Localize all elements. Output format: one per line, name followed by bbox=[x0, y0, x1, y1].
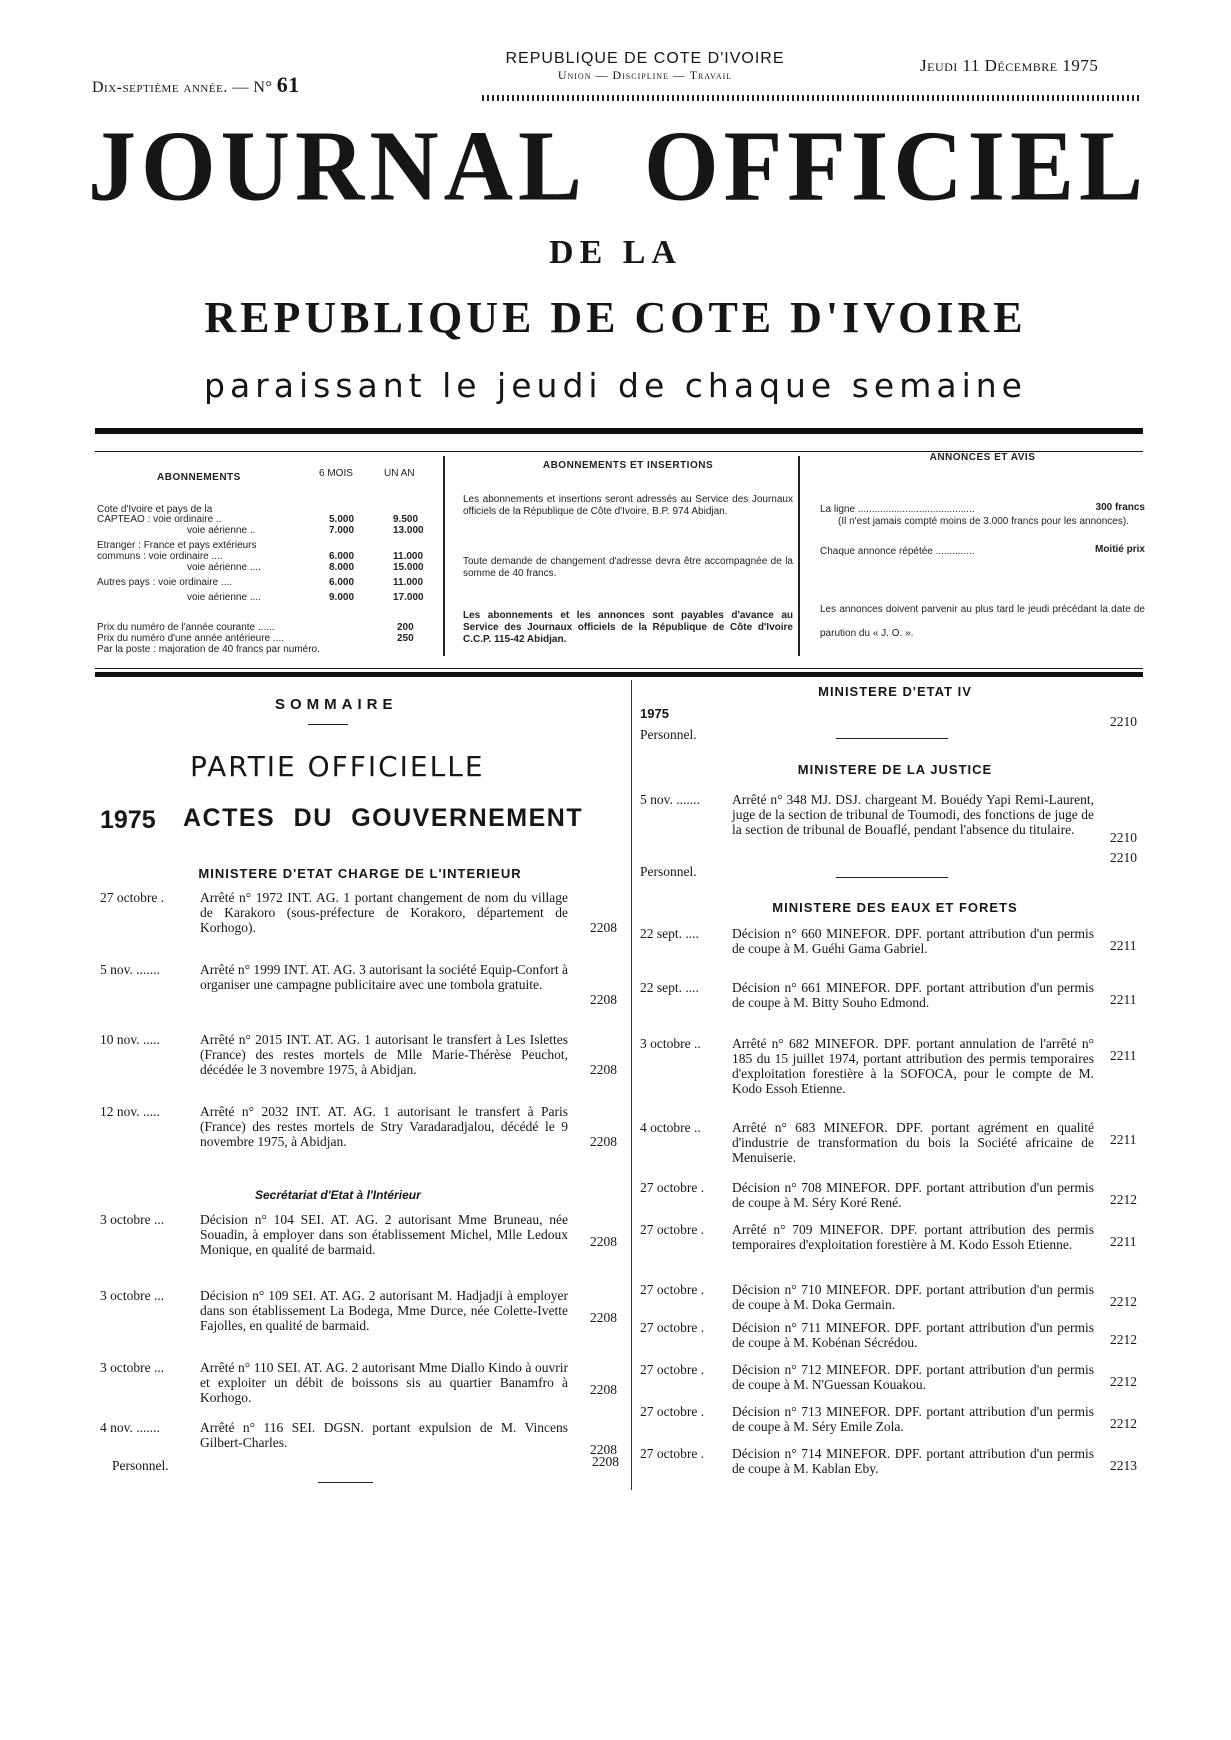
subs-head-6mois: 6 MOIS bbox=[319, 468, 353, 479]
ministry-etat-iv: MINISTERE D'ETAT IV bbox=[818, 684, 972, 699]
entry-page: 2213 bbox=[1110, 1458, 1137, 1473]
ministry-eaux-forets: MINISTERE DES EAUX ET FORETS bbox=[772, 900, 1018, 915]
subs-price-older-label: Prix du numéro d'une année antérieure .... bbox=[97, 633, 285, 644]
subs-rate-label: voie aérienne .... bbox=[187, 592, 261, 603]
entry-date: 27 octobre . bbox=[640, 1362, 705, 1377]
right-rule-2 bbox=[836, 877, 948, 878]
actes-title: ACTES DU GOUVERNEMENT bbox=[183, 804, 584, 832]
entry-date: 27 octobre . bbox=[640, 1282, 705, 1297]
subs-rate-label: Autres pays : voie ordinaire .... bbox=[97, 577, 233, 588]
subscriptions-insertions bbox=[463, 460, 793, 660]
subs-rate-row bbox=[97, 577, 437, 589]
entry-date: 27 octobre . bbox=[640, 1222, 705, 1237]
annonces-repeat-price: Moitié prix bbox=[1094, 544, 1145, 555]
subs-rate-6mois: 7.000 bbox=[329, 525, 355, 536]
annonces-line-price: 300 francs bbox=[1095, 502, 1145, 513]
subs-rate-unan: 15.000 bbox=[393, 562, 424, 573]
entry-page: 2208 bbox=[590, 1442, 617, 1457]
insertions-p2: Toute demande de changement d'adresse devra être accompagnée de la somme de 40 francs. bbox=[463, 556, 793, 579]
subs-rate-unan: 17.000 bbox=[393, 592, 424, 603]
entry-date: 27 octobre . bbox=[100, 890, 165, 905]
subs-rate-6mois: 6.000 bbox=[329, 551, 355, 562]
secretariat-title: Secrétariat d'Etat à l'Intérieur bbox=[255, 1188, 421, 1202]
subs-rate-unan: 11.000 bbox=[393, 551, 424, 562]
subs-rate-6mois: 9.000 bbox=[329, 592, 355, 603]
entry-date: 10 nov. ..... bbox=[100, 1032, 160, 1047]
entry-page: 2210 bbox=[1110, 830, 1137, 845]
entry-date: 3 octobre ... bbox=[100, 1360, 165, 1375]
entry-page: 2208 bbox=[590, 1382, 617, 1397]
entry-date: 3 octobre ... bbox=[100, 1212, 165, 1227]
entry-text: Décision n° 714 MINEFOR. DPF. portant attribution d'un permis de coupe à M. Kablan Eby. bbox=[732, 1446, 1094, 1476]
entry-date: 27 octobre . bbox=[640, 1180, 705, 1195]
entry-date: 3 octobre ... bbox=[100, 1288, 165, 1303]
header-motto: Union — Discipline — Travail bbox=[557, 68, 733, 82]
entry-text: Arrêté n° 2032 INT. AT. AG. 1 autorisant le transfert à Paris (France) des restes mortels de Stry Varadaradjalou, décédé le 9 novembre 1975, à Abidjan. bbox=[200, 1104, 568, 1149]
entry-page: 2212 bbox=[1110, 1374, 1137, 1389]
subs-rate-label: voie aérienne .... bbox=[187, 562, 261, 573]
entry-page: 2208 bbox=[590, 1234, 617, 1249]
entry-date: 27 octobre . bbox=[640, 1320, 705, 1335]
subs-rate-label: communs : voie ordinaire .... bbox=[97, 551, 223, 562]
insertions-p3: Les abonnements et les annonces sont payables d'avance au Service des Journaux officiels de la République de Côte d'Ivoire C.C.P. 115-42 Abidjan. bbox=[463, 610, 793, 645]
right-personnel-1-page: 2210 bbox=[1110, 714, 1137, 729]
subs-rate-row bbox=[97, 525, 437, 537]
subs-divider-1 bbox=[443, 456, 445, 656]
subs-rate-label: CAPTEAO : voie ordinaire .. bbox=[97, 514, 222, 525]
annonces-repeat-label: Chaque annonce répétée .............. bbox=[820, 546, 975, 557]
rule-bottom-subscriptions-thin bbox=[95, 668, 1143, 669]
entry-date: 4 nov. ....... bbox=[100, 1420, 160, 1435]
entry-page: 2208 bbox=[590, 1310, 617, 1325]
issue-date: Jeudi 11 Décembre 1975 bbox=[920, 56, 1099, 75]
right-personnel-2-page: 2210 bbox=[1110, 850, 1137, 865]
subs-rate-row bbox=[97, 592, 437, 604]
year-right: 1975 bbox=[640, 706, 669, 721]
entry-date: 22 sept. .... bbox=[640, 980, 699, 995]
subs-rate-6mois: 5.000 bbox=[329, 514, 355, 525]
column-divider bbox=[631, 680, 632, 1490]
ministry-interior: MINISTERE D'ETAT CHARGE DE L'INTERIEUR bbox=[198, 866, 522, 881]
entry-page: 2211 bbox=[1110, 1132, 1137, 1147]
entry-text: Arrêté n° 709 MINEFOR. DPF. portant attribution des permis temporaires d'exploitation forestière à M. Kodo Essoh Etienne. bbox=[732, 1222, 1094, 1252]
entry-text: Décision n° 713 MINEFOR. DPF. portant attribution d'un permis de coupe à M. Séry Emile Zola. bbox=[732, 1404, 1094, 1434]
entry-text: Arrêté n° 682 MINEFOR. DPF. portant annulation de l'arrêté n° 185 du 15 juillet 1974, portant attribution des permis temporaires d'exploitation forestière à la SOFOCA, pour le compte de M. Kodo Essoh Etienne. bbox=[732, 1036, 1094, 1096]
entry-date: 27 octobre . bbox=[640, 1446, 705, 1461]
annonces-note: (Il n'est jamais compté moins de 3.000 francs pour les annonces). bbox=[838, 516, 1129, 527]
subs-rate-row bbox=[97, 562, 437, 574]
masthead-de-la: DE LA bbox=[549, 234, 682, 271]
masthead-frequency: paraissant le jeudi de chaque semaine bbox=[204, 366, 1027, 405]
entry-text: Décision n° 710 MINEFOR. DPF. portant attribution d'un permis de coupe à M. Doka Germain. bbox=[732, 1282, 1094, 1312]
left-personnel-page: 2208 bbox=[592, 1454, 619, 1469]
entry-date: 12 nov. ..... bbox=[100, 1104, 160, 1119]
insertions-p1: Les abonnements et insertions seront adressés au Service des Journaux officiels de la République de Côte d'Ivoire, B.P. 974 Abidjan. bbox=[463, 494, 793, 517]
annonces-deadline: Les annonces doivent parvenir au plus tard le jeudi précédant la date de parution du « J. O. ». bbox=[820, 604, 1145, 639]
entry-text: Décision n° 660 MINEFOR. DPF. portant attribution d'un permis de coupe à M. Guéhi Gama Gabriel. bbox=[732, 926, 1094, 956]
entry-page: 2208 bbox=[590, 992, 617, 1007]
subs-divider-2 bbox=[798, 456, 800, 656]
entry-date: 27 octobre . bbox=[640, 1404, 705, 1419]
partie-officielle: PARTIE OFFICIELLE bbox=[190, 750, 485, 783]
sommaire-title: SOMMAIRE bbox=[275, 696, 398, 713]
subs-rate-unan: 13.000 bbox=[393, 525, 424, 536]
right-personnel-2: Personnel. bbox=[640, 864, 697, 879]
subs-post-note: Par la poste : majoration de 40 francs par numéro. bbox=[97, 644, 320, 655]
entry-page: 2211 bbox=[1110, 992, 1137, 1007]
entry-text: Décision n° 104 SEI. AT. AG. 2 autorisant Mme Bruneau, née Souadin, à employer dans son établissement Michel, Mlle Ledoux Monique, en qualité de barmaid. bbox=[200, 1212, 568, 1257]
sommaire-underline bbox=[308, 724, 348, 725]
subscriptions-annonces bbox=[820, 452, 1145, 652]
subs-price-current-label: Prix du numéro de l'année courante ...... bbox=[97, 622, 275, 633]
subs-price-current: 200 bbox=[397, 622, 414, 633]
header-hatch-rule bbox=[482, 95, 1142, 101]
entry-text: Décision n° 109 SEI. AT. AG. 2 autorisant M. Hadjadji à employer dans son établissement La Bodega, Mme Durce, née Colette-Ivette Fajolles, en qualité de barmaid. bbox=[200, 1288, 568, 1333]
entry-date: 3 octobre .. bbox=[640, 1036, 701, 1051]
entry-page: 2208 bbox=[590, 920, 617, 935]
entry-page: 2208 bbox=[590, 1062, 617, 1077]
entry-date: 5 nov. ....... bbox=[640, 792, 700, 807]
entry-text: Décision n° 712 MINEFOR. DPF. portant attribution d'un permis de coupe à M. N'Guessan Kouakou. bbox=[732, 1362, 1094, 1392]
entry-text: Arrêté n° 116 SEI. DGSN. portant expulsion de M. Vincens Gilbert-Charles. bbox=[200, 1420, 568, 1450]
entry-date: 5 nov. ....... bbox=[100, 962, 160, 977]
masthead-word-journal: JOURNAL bbox=[88, 109, 588, 222]
entry-text: Décision n° 708 MINEFOR. DPF. portant attribution d'un permis de coupe à M. Séry Koré René. bbox=[732, 1180, 1094, 1210]
subs-rate-6mois: 8.000 bbox=[329, 562, 355, 573]
header-center bbox=[480, 50, 810, 83]
rule-bottom-subscriptions bbox=[95, 672, 1143, 677]
masthead-word-officiel: OFFICIEL bbox=[643, 109, 1148, 222]
entry-page: 2208 bbox=[590, 1134, 617, 1149]
subs-rate-label: Etranger : France et pays extérieurs bbox=[97, 540, 257, 551]
entry-text: Arrêté n° 348 MJ. DSJ. chargeant M. Bouédy Yapi Remi-Laurent, juge de la section de tribunal de Toumodi, des fonctions de juge de la section de tribunal de Bouaflé, pendant l'absence du titulaire. bbox=[732, 792, 1094, 837]
annonces-title: ANNONCES ET AVIS bbox=[929, 452, 1036, 463]
left-personnel: Personnel. bbox=[112, 1458, 169, 1473]
ministry-justice: MINISTERE DE LA JUSTICE bbox=[797, 762, 993, 777]
entry-page: 2211 bbox=[1110, 1234, 1137, 1249]
entry-text: Arrêté n° 1972 INT. AG. 1 portant changement de nom du village de Karakoro (sous-préfecture de Korakoro, département de Korhogo). bbox=[200, 890, 568, 935]
subs-rate-label: Cote d'Ivoire et pays de la bbox=[97, 504, 213, 515]
subs-rate-6mois: 6.000 bbox=[329, 577, 355, 588]
issue-line bbox=[92, 72, 300, 98]
subs-price-older: 250 bbox=[397, 633, 414, 644]
entry-page: 2211 bbox=[1110, 938, 1137, 953]
entry-text: Arrêté n° 110 SEI. AT. AG. 2 autorisant Mme Diallo Kindo à ouvrir et exploiter un débit de boissons sis au quartier Banamfro à Korhogo. bbox=[200, 1360, 568, 1405]
masthead-republic: REPUBLIQUE DE COTE D'IVOIRE bbox=[204, 293, 1027, 342]
entry-text: Arrêté n° 2015 INT. AT. AG. 1 autorisant le transfert à Les Islettes (France) des restes mortels de Mlle Marie-Thérèse Peuchot, décédée le 3 novembre 1975, à Abidjan. bbox=[200, 1032, 568, 1077]
entry-text: Arrêté n° 683 MINEFOR. DPF. portant agrément en qualité d'industrie de transformation du bois la Société africaine de Menuiserie. bbox=[732, 1120, 1094, 1165]
left-end-rule bbox=[318, 1482, 373, 1483]
entry-date: 4 octobre .. bbox=[640, 1120, 701, 1135]
masthead-title bbox=[88, 109, 1148, 222]
entry-text: Décision n° 661 MINEFOR. DPF. portant attribution d'un permis de coupe à M. Bitty Souho Edmond. bbox=[732, 980, 1094, 1010]
entry-date: 22 sept. .... bbox=[640, 926, 699, 941]
subs-head-unan: UN AN bbox=[384, 468, 415, 479]
entry-text: Décision n° 711 MINEFOR. DPF. portant attribution d'un permis de coupe à M. Kobénan Sécrédou. bbox=[732, 1320, 1094, 1350]
entry-page: 2212 bbox=[1110, 1294, 1137, 1309]
annonces-line-label: La ligne .......................................... bbox=[820, 504, 975, 515]
insertions-title: ABONNEMENTS ET INSERTIONS bbox=[542, 460, 714, 471]
entry-page: 2212 bbox=[1110, 1332, 1137, 1347]
entry-page: 2212 bbox=[1110, 1192, 1137, 1207]
subs-title: ABONNEMENTS bbox=[157, 472, 241, 483]
right-personnel-1: Personnel. bbox=[640, 727, 697, 742]
right-rule-1 bbox=[836, 738, 948, 739]
subs-rate-unan: 9.500 bbox=[393, 514, 419, 525]
entry-text: Arrêté n° 1999 INT. AT. AG. 3 autorisant la société Equip-Confort à organiser une campagne publicitaire avec une tombola gratuite. bbox=[200, 962, 568, 992]
rule-top-subscriptions bbox=[95, 428, 1143, 434]
subs-rate-label: voie aérienne .. bbox=[187, 525, 256, 536]
entry-page: 2212 bbox=[1110, 1416, 1137, 1431]
issue-label: Dix-septième année. — N° bbox=[92, 79, 273, 96]
entry-page: 2211 bbox=[1110, 1048, 1137, 1063]
year-left: 1975 bbox=[100, 806, 156, 834]
subscriptions-rates bbox=[97, 460, 437, 660]
header-republic: REPUBLIQUE DE COTE D'IVOIRE bbox=[505, 50, 785, 67]
issue-number: 61 bbox=[276, 72, 300, 97]
subs-rate-unan: 11.000 bbox=[393, 577, 424, 588]
